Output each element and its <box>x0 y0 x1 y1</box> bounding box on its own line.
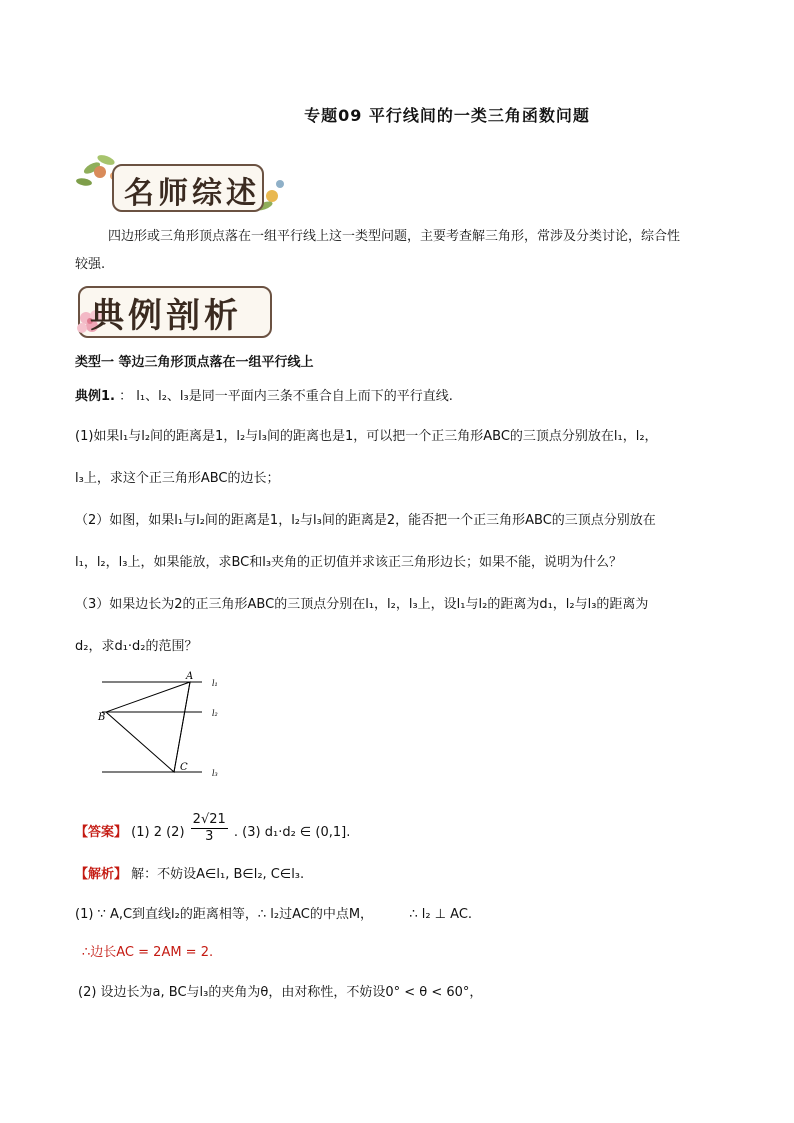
example-1-intro-text: l₁、l₂、l₃是同一平面内三条不重合自上而下的平行直线. <box>136 389 453 404</box>
label-a: A <box>186 671 194 682</box>
analysis-intro-text: 解：不妨设A∈l₁, B∈l₂, C∈l₃. <box>131 867 305 882</box>
label-b: B <box>98 712 106 723</box>
answer-line <box>75 812 351 856</box>
page-title: 专题09 平行线间的一类三角函数问题 <box>304 106 590 125</box>
example-1-label: 典例1. <box>75 389 115 404</box>
analysis-step-1a: (1) ∵ A,C到直线l₂的距离相等，∴ l₂过AC的中点M， <box>75 907 374 922</box>
question-1-line-1: (1)如果l₁与l₂间的距离是1，l₂与l₃间的距离也是1，可以把一个正三角形ABC的三顶点分别放在l₁，l₂， <box>75 429 658 444</box>
question-1-line-2: l₃上，求这个正三角形ABC的边长； <box>75 471 280 486</box>
label-c: C <box>180 762 188 773</box>
question-2-line-1: （2）如图，如果l₁与l₂间的距离是1，l₂与l₃间的距离是2，能否把一个正三角形ABC的三顶点分别放在 <box>75 513 656 528</box>
examples-banner-title: 典例剖析 <box>90 296 242 336</box>
analysis-step-2: (2) 设边长为a, BC与l₃的夹角为θ，由对称性，不妨设0° < θ < 60°， <box>78 985 483 1000</box>
answer-text-1: (1) 2 (2) <box>131 825 185 840</box>
analysis-intro <box>75 866 304 884</box>
answer-fraction-numerator: 2√21 <box>192 812 226 827</box>
analysis-step-1b: ∴ l₂ ⊥ AC. <box>409 907 473 922</box>
examples-banner <box>72 284 272 344</box>
analysis-step-1 <box>75 906 472 924</box>
question-3-line-2: d₂，求d₁·d₂的范围？ <box>75 639 198 654</box>
label-l2: l₂ <box>212 709 218 718</box>
answer-fraction-denominator: 3 <box>205 829 214 844</box>
answer-label: 【答案】 <box>75 825 128 840</box>
analysis-label: 【解析】 <box>75 867 128 882</box>
analysis-step-1c: ∴边长AC = 2AM = 2. <box>82 945 214 960</box>
parallel-lines-figure <box>96 668 236 784</box>
overview-banner <box>72 146 292 218</box>
section-heading: 类型一 等边三角形顶点落在一组平行线上 <box>75 355 314 370</box>
label-l3: l₃ <box>212 769 218 778</box>
answer-fraction <box>191 812 228 845</box>
triangle-abc <box>106 682 190 772</box>
overview-banner-title: 名师综述 <box>124 176 260 211</box>
question-2-line-2: l₁，l₂，l₃上，如果能放，求BC和l₃夹角的正切值并求该正三角形边长；如果不能，说明为什么？ <box>75 555 623 570</box>
label-l1: l₁ <box>212 679 218 688</box>
overview-line-2: 较强. <box>75 257 106 272</box>
question-3-line-1: （3）如果边长为2的正三角形ABC的三顶点分别在l₁，l₂，l₃上，设l₁与l₂的距离为d₁，l₂与l₃的距离为 <box>75 597 649 612</box>
example-1-intro: 典例1. ： l₁、l₂、l₃是同一平面内三条不重合自上而下的平行直线. <box>75 389 453 404</box>
overview-line-1: 四边形或三角形顶点落在一组平行线上这一类型问题，主要考查解三角形，常涉及分类讨论，综合性 <box>108 229 681 244</box>
answer-text-2: . (3) d₁·d₂ ∈ (0,1]. <box>233 825 351 840</box>
